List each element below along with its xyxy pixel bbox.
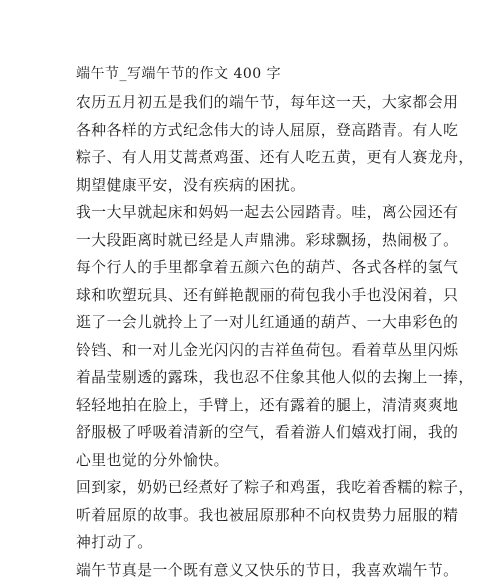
text-line: 轻轻地拍在脸上，手臂上，还有露着的腿上，清清爽爽地 (76, 392, 428, 420)
paragraph-2 (76, 199, 428, 474)
paragraph-4 (76, 557, 428, 584)
text-line: 球和吹塑玩具、还有鲜艳靓丽的荷包我小手也没闲着，只 (76, 282, 428, 310)
text-line: 端午节真是一个既有意义又快乐的节日，我喜欢端午节。 (76, 557, 428, 584)
text-line: 铃铛、和一对儿金光闪闪的吉祥鱼荷包。看着草丛里闪烁 (76, 337, 428, 365)
text-line: 一大段距离时就已经是人声鼎沸。彩球飘扬，热闹极了。 (76, 227, 428, 255)
text-line: 回到家，奶奶已经煮好了粽子和鸡蛋，我吃着香糯的粽子， (76, 474, 428, 502)
text-line: 心里也觉的分外愉快。 (76, 447, 428, 475)
text-line: 粽子、有人用艾蒿煮鸡蛋、还有人吃五黄，更有人赛龙舟， (76, 144, 428, 172)
text-line: 农历五月初五是我们的端午节，每年这一天，大家都会用 (76, 89, 428, 117)
paragraph-1 (76, 89, 428, 199)
text-line: 我一大早就起床和妈妈一起去公园踏青。哇，离公园还有 (76, 199, 428, 227)
document-body (76, 89, 428, 584)
document-title: 端午节_写端午节的作文 400 字 (76, 64, 281, 84)
text-line: 每个行人的手里都拿着五颜六色的葫芦、各式各样的氢气 (76, 254, 428, 282)
text-line: 着晶莹剔透的露珠，我也忍不住象其他人似的去掬上一捧， (76, 364, 428, 392)
text-line: 舒服极了呼吸着清新的空气，看着游人们嬉戏打闹，我的 (76, 419, 428, 447)
paragraph-3 (76, 474, 428, 557)
text-line: 听着屈原的故事。我也被屈原那种不向权贵势力屈服的精 (76, 502, 428, 530)
text-line: 逛了一会儿就拎上了一对儿红通通的葫芦、一大串彩色的 (76, 309, 428, 337)
text-line: 期望健康平安，没有疾病的困扰。 (76, 172, 428, 200)
text-line: 各种各样的方式纪念伟大的诗人屈原，登高踏青。有人吃 (76, 117, 428, 145)
text-line: 神打动了。 (76, 529, 428, 557)
